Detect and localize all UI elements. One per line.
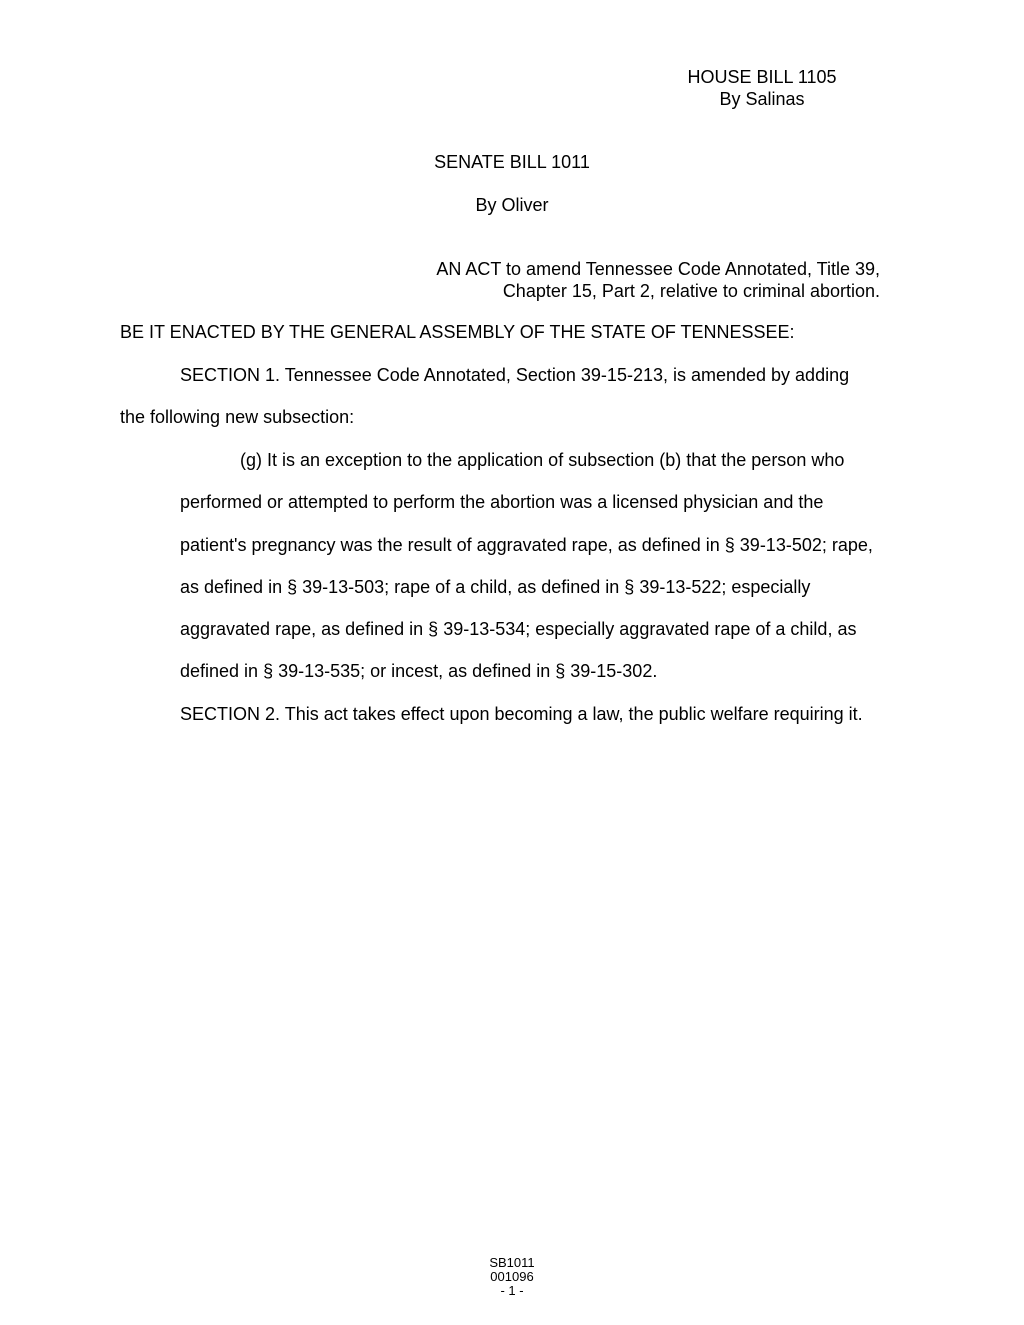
footer-doc-number: 001096 xyxy=(490,1269,534,1284)
subsection-g-line-1: (g) It is an exception to the application of subsection (b) that the person who xyxy=(240,450,845,470)
page-footer xyxy=(412,1256,612,1298)
subsection-g-line-6: defined in § 39-13-535; or incest, as defined in § 39-15-302. xyxy=(180,661,658,681)
enacting-clause: BE IT ENACTED BY THE GENERAL ASSEMBLY OF THE STATE OF TENNESSEE: xyxy=(120,322,795,342)
footer-page-number: - 1 - xyxy=(500,1283,524,1298)
act-caption-line-1: AN ACT to amend Tennessee Code Annotated, Title 39, xyxy=(436,259,880,279)
subsection-g-line-5: aggravated rape, as defined in § 39-13-534; especially aggravated rape of a child, as xyxy=(180,619,857,639)
footer-bill-code: SB1011 xyxy=(489,1255,535,1270)
house-bill-sponsor: By Salinas xyxy=(719,89,805,109)
act-caption xyxy=(380,258,880,302)
section-1-line-2: the following new subsection: xyxy=(120,407,355,427)
subsection-g-line-2: performed or attempted to perform the abortion was a licensed physician and the xyxy=(180,492,824,512)
section-2: SECTION 2. This act takes effect upon becoming a law, the public welfare requiring it. xyxy=(180,704,863,724)
act-caption-line-2: Chapter 15, Part 2, relative to criminal abortion. xyxy=(502,281,880,301)
section-1-line-1: SECTION 1. Tennessee Code Annotated, Section 39-15-213, is amended by adding xyxy=(180,365,850,385)
house-bill-number: HOUSE BILL 1105 xyxy=(687,67,837,87)
house-bill-block xyxy=(662,66,862,110)
subsection-g-line-3: patient's pregnancy was the result of aggravated rape, as defined in § 39-13-502; rape, xyxy=(180,535,873,555)
senate-bill-sponsor: By Oliver xyxy=(475,195,549,215)
subsection-g-line-4: as defined in § 39-13-503; rape of a child, as defined in § 39-13-522; especially xyxy=(180,577,811,597)
senate-bill-number: SENATE BILL 1011 xyxy=(434,152,590,172)
